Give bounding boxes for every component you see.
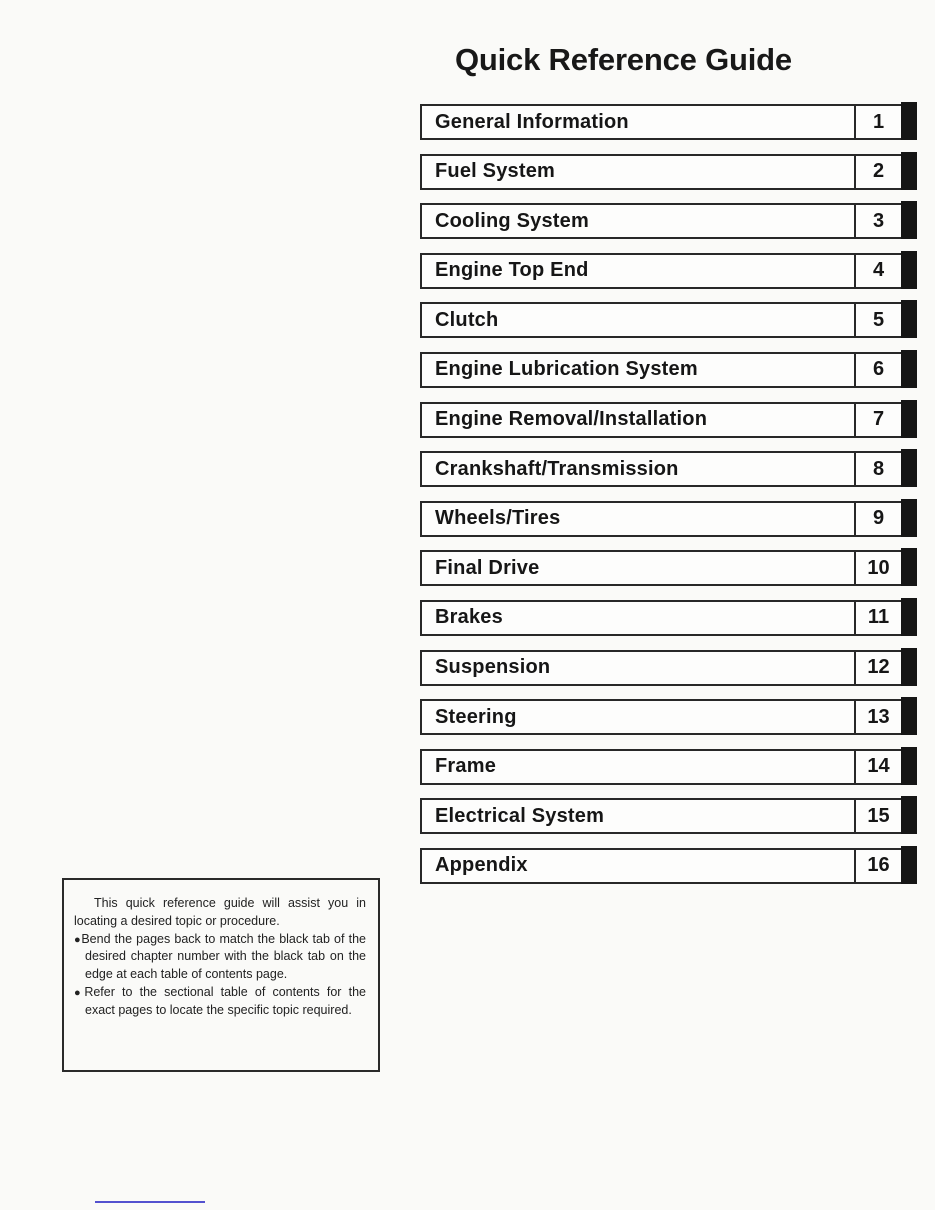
chapter-black-tab-icon	[901, 201, 917, 239]
chapter-list	[420, 104, 917, 884]
chapter-label: Engine Top End	[435, 259, 589, 282]
chapter-row	[420, 253, 917, 289]
chapter-label: Final Drive	[435, 556, 540, 579]
chapter-label: Wheels/Tires	[435, 507, 561, 530]
bullet-dot-icon: ●	[74, 986, 85, 999]
chapter-row	[420, 154, 917, 190]
chapter-black-tab-icon	[901, 300, 917, 338]
chapter-row	[420, 352, 917, 388]
chapter-black-tab-icon	[901, 102, 917, 140]
chapter-number: 12	[854, 652, 901, 684]
chapter-number: 16	[854, 850, 901, 882]
chapter-label: Fuel System	[435, 160, 556, 183]
chapter-row	[420, 501, 917, 537]
chapter-black-tab-icon	[901, 796, 917, 834]
chapter-row	[420, 798, 917, 834]
chapter-row	[420, 600, 917, 636]
chapter-label: Clutch	[435, 308, 499, 331]
chapter-number: 10	[854, 552, 901, 584]
chapter-label: Engine Lubrication System	[435, 358, 698, 381]
chapter-number: 2	[854, 156, 901, 188]
chapter-number: 7	[854, 404, 901, 436]
chapter-black-tab-icon	[901, 697, 917, 735]
chapter-label: Frame	[435, 755, 497, 778]
scan-blue-line	[95, 1201, 205, 1203]
chapter-label: Appendix	[435, 854, 528, 877]
note-box	[62, 878, 380, 1072]
chapter-number: 6	[854, 354, 901, 386]
note-bullet-text: Refer to the sectional table of contents for the exact pages to locate the specific topic required.	[84, 984, 366, 1017]
chapter-row	[420, 104, 917, 140]
bullet-dot-icon: ●	[74, 933, 82, 946]
chapter-label: Cooling System	[435, 209, 589, 232]
chapter-row	[420, 550, 917, 586]
note-intro: This quick reference guide will assist you in locating a desired topic or procedure.	[74, 896, 366, 928]
chapter-number: 13	[854, 701, 901, 733]
chapter-black-tab-icon	[901, 598, 917, 636]
chapter-number: 1	[854, 106, 901, 138]
chapter-black-tab-icon	[901, 350, 917, 388]
chapter-black-tab-icon	[901, 648, 917, 686]
chapter-number: 15	[854, 800, 901, 832]
chapter-label: Electrical System	[435, 804, 605, 827]
chapter-number: 5	[854, 304, 901, 336]
chapter-row	[420, 749, 917, 785]
chapter-row	[420, 650, 917, 686]
chapter-number: 8	[854, 453, 901, 485]
chapter-number: 14	[854, 751, 901, 783]
chapter-row	[420, 699, 917, 735]
chapter-black-tab-icon	[901, 400, 917, 438]
chapter-row	[420, 848, 917, 884]
chapter-black-tab-icon	[901, 846, 917, 884]
chapter-black-tab-icon	[901, 747, 917, 785]
chapter-row	[420, 451, 917, 487]
chapter-black-tab-icon	[901, 548, 917, 586]
chapter-row	[420, 302, 917, 338]
chapter-row	[420, 402, 917, 438]
page-title: Quick Reference Guide	[455, 42, 792, 77]
chapter-label: Steering	[435, 705, 517, 728]
chapter-black-tab-icon	[901, 449, 917, 487]
chapter-row	[420, 203, 917, 239]
chapter-number: 9	[854, 503, 901, 535]
chapter-number: 3	[854, 205, 901, 237]
chapter-black-tab-icon	[901, 152, 917, 190]
chapter-number: 4	[854, 255, 901, 287]
chapter-black-tab-icon	[901, 251, 917, 289]
chapter-label: Suspension	[435, 656, 551, 679]
chapter-black-tab-icon	[901, 499, 917, 537]
chapter-label: Crankshaft/Transmission	[435, 457, 679, 480]
chapter-label: General Information	[435, 110, 629, 133]
note-bullet-text: Bend the pages back to match the black tab of the desired chapter number with the black tab on the edge at each table of contents page.	[81, 931, 366, 981]
note-bullet	[74, 931, 366, 984]
chapter-label: Brakes	[435, 606, 503, 629]
chapter-label: Engine Removal/Installation	[435, 408, 708, 431]
chapter-number: 11	[854, 602, 901, 634]
note-bullet	[74, 984, 366, 1020]
